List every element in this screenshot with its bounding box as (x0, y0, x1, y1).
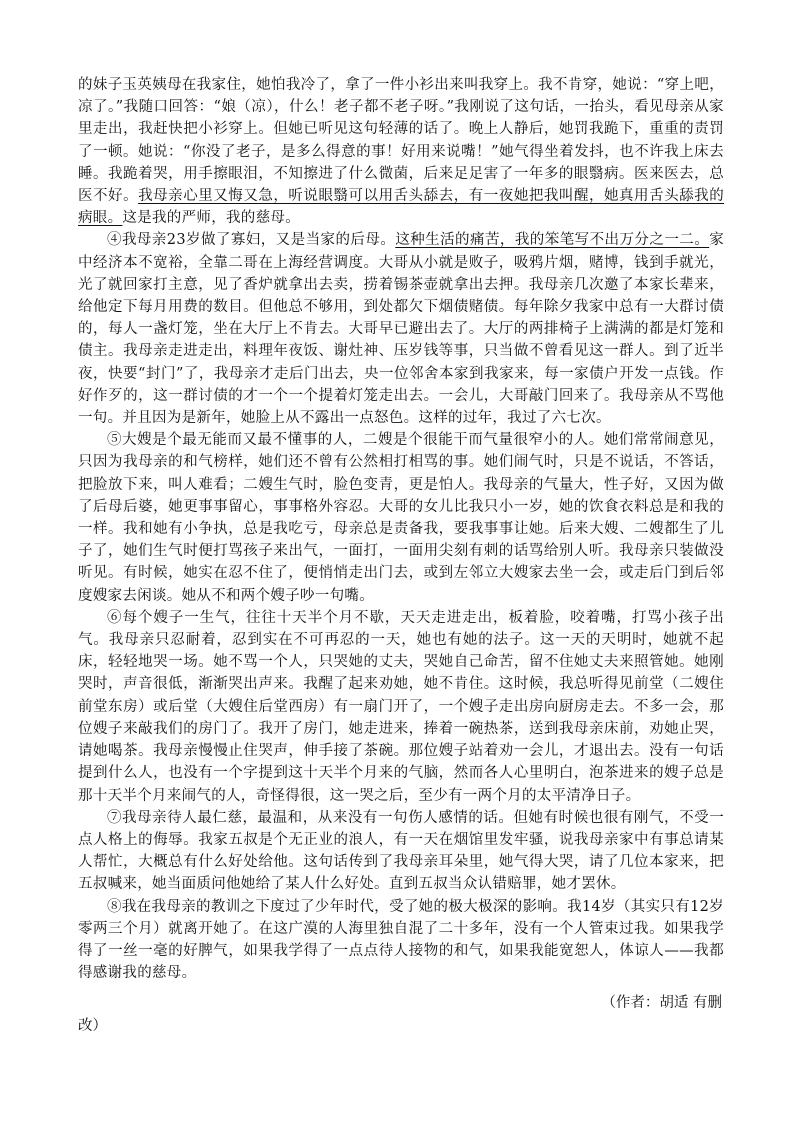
document-page (78, 74, 724, 1037)
paragraph-4 (78, 229, 724, 429)
paragraph-3 (78, 74, 724, 229)
paragraph-4-opening-text: ④我母亲23岁做了寡妇，又是当家的后母。 (107, 232, 396, 249)
author-credit-tail: 改） (78, 1017, 107, 1034)
paragraph-7: ⑦我母亲待人最仁慈，最温和，从来没有一句伤人感情的话。但她有时候也很有刚气，不受一点人格上的侮辱。我家五叔是个无正业的浪人，有一天在烟馆里发牢骚，说我母亲家中有事总请某人帮忙，大概总有什么好处给他。这句话传到了我母亲耳朵里，她气得大哭，请了几位本家来，把五叔喊来，她当面质问他她给了某人什么好处。直到五叔当众认错赔罪，她才罢休。 (78, 809, 724, 893)
paragraph-4-underlined-text: 这种生活的痛苦，我的笨笔写不出万分之一二。 (395, 232, 710, 249)
paragraph-4-body-text: 家中经济本不宽裕，全靠二哥在上海经营调度。大哥从小就是败子，吸鸦片烟，赌博，钱到手就光，光了就回家打主意，见了香炉就拿出去卖，捞着锡茶壶就拿出去押。我母亲几次邀了本家长辈来，给他定下每月用费的数目。但他总不够用，到处都欠下烟债赌债。每年除夕我家中总有一大群讨债的，每人一盏灯笼，坐在大厅上不肯去。大哥早已避出去了。大厅的两排椅子上满满的都是灯笼和债主。我母亲走进走出，料理年夜饭、谢灶神、压岁钱等事，只当做不曾看见这一群人。到了近半夜，快要“封门”了，我母亲才走后门出去，央一位邻舍本家到我家来，每一家债户开发一点钱。作好作歹的，这一群讨债的才一个一个提着灯笼走出去。一会儿，大哥敲门回来了。我母亲从不骂他一句。并且因为是新年，她脸上从不露出一点怒色。这样的过年，我过了六七次。 (78, 232, 724, 427)
paragraph-6: ⑥每个嫂子一生气，往往十天半个月不歇，天天走进走出，板着脸，咬着嘴，打骂小孩子出气。我母亲只忍耐着，忍到实在不可再忍的一天，她也有她的法子。这一天的天明时，她就不起床，轻轻地哭一场。她不骂一个人，只哭她的丈夫，哭她自己命苦，留不住她丈夫来照管她。她刚哭时，声音很低，渐渐哭出声来。我醒了起来劝她，她不肯住。这时候，我总听得见前堂（二嫂住前堂东房）或后堂（大嫂住后堂西房）有一扇门开了，一个嫂子走出房向厨房走去。不多一会，那位嫂子来敲我们的房门了。我开了房门，她走进来，捧着一碗热茶，送到我母亲床前，劝她止哭，请她喝茶。我母亲慢慢止住哭声，伸手接了茶碗。那位嫂子站着劝一会儿，才退出去。没有一句话提到什么人，也没有一个字提到这十天半个月来的气脑，然而各人心里明白，泡茶进来的嫂子总是那十天半个月来闹气的人，奇怪得很，这一哭之后，至少有一两个月的太平清净日子。 (78, 609, 724, 804)
paragraph-3-text: 的妹子玉英姨母在我家住，她怕我冷了，拿了一件小衫出来叫我穿上。我不肯穿，她说：“穿上吧，凉了。”我随口回答：“娘（凉），什么！老子都不老子呀。”我刚说了这句话，一抬头，看见母亲从家里走出，我赶快把小衫穿上。但她已听见这句轻薄的话了。晚上人静后，她罚我跪下，重重的责罚了一顿。她说：“你没了老子，是多么得意的事！好用来说嘴！”她气得坐着发抖，也不许我上床去睡。我跪着哭，用手擦眼泪，不知擦进了什么微菌，后来足足害了一年多的眼翳病。医来医去，总医不好。 (78, 77, 724, 205)
author-credit: （作者：胡适 有删 (601, 995, 722, 1012)
paragraph-3-underlined-text: 我母亲心里又悔又急，听说眼翳可以用舌头舔去，有一夜她把我叫醒，她真用舌头舔我的病眼。 (78, 188, 725, 227)
paragraph-3-closing-text: 这是我的严师，我的慈母。 (122, 210, 301, 227)
paragraph-5: ⑤大嫂是个最无能而又最不懂事的人，二嫂是个很能干而气量很窄小的人。她们常常闹意见，只因为我母亲的和气榜样，她们还不曾有公然相打相骂的事。她们闹气时，只是不说话，不答话，把脸放下来，叫人难看；二嫂生气时，脸色变青，更是怕人。我母亲的气量大，性子好，又因为做了后母后婆，她更事事留心，事事格外容忍。大哥的女儿比我只小一岁，她的饮食衣料总是和我的一样。我和她有小争执，总是我吃亏，母亲总是责备我，要我事事让她。后来大嫂、二嫂都生了儿子了，她们生气时便打骂孩子来出气，一面打，一面用尖刻有刺的话骂给别人听。我母亲只装做没听见。有时候，她实在忍不住了，便悄悄走出门去，或到左邻立大嫂家去坐一会，或走后门到后邻度嫂家去闲谈。她从不和两个嫂子吵一句嘴。 (78, 432, 724, 604)
paragraph-8: ⑧我在我母亲的教训之下度过了少年时代，受了她的极大极深的影响。我14岁（其实只有12岁零两三个月）就离开她了。在这广漠的人海里独自混了二十多年，没有一个人管束过我。如果我学得了一丝一毫的好脾气，如果我学得了一点点待人接物的和气，如果我能宽恕人，体谅人——我都得感谢我的慈母。 (78, 898, 724, 982)
